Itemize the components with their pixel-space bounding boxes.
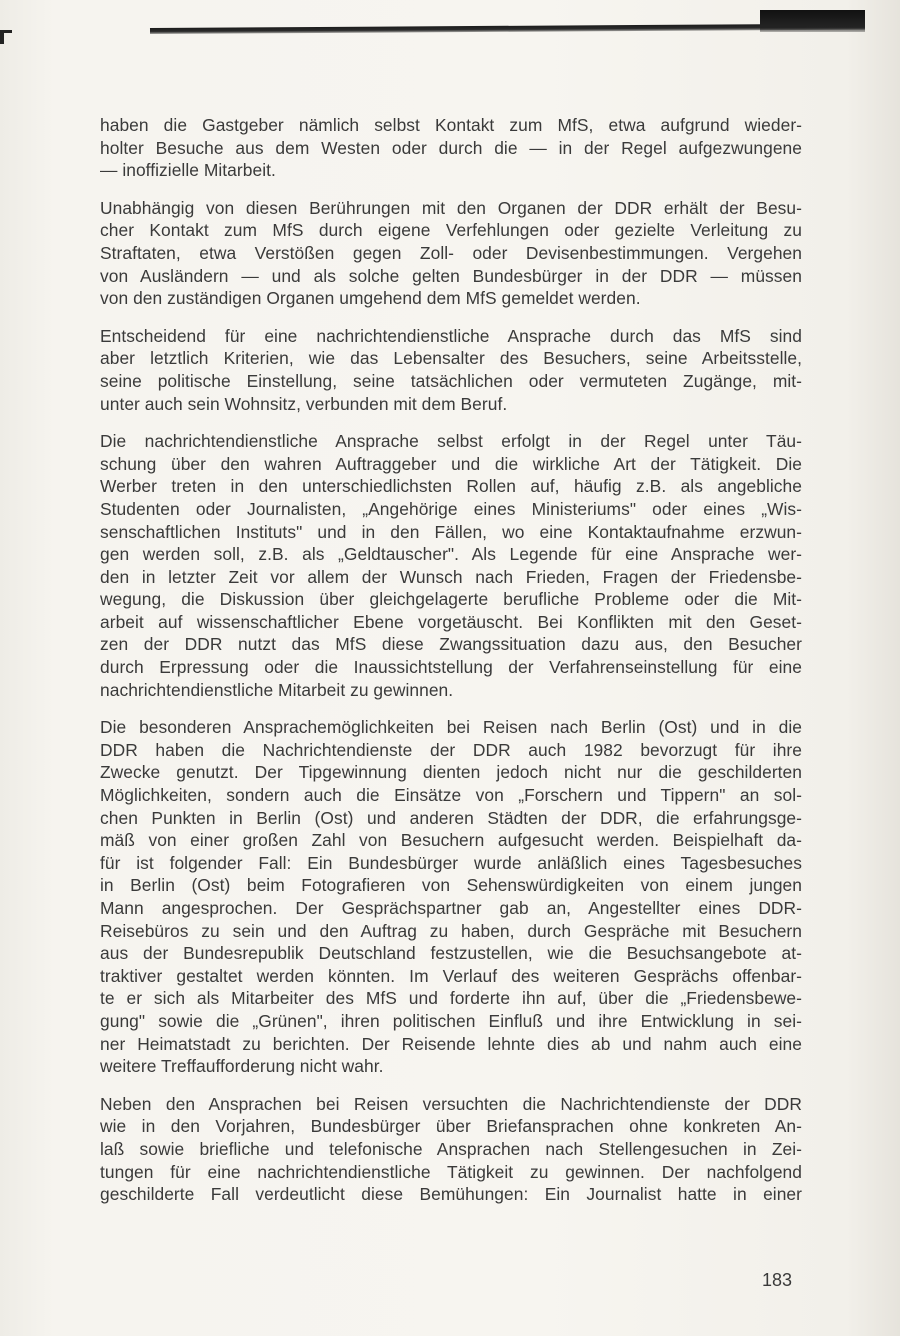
text-line: aber letztlich Kriterien, wie das Lebensalter des Besuchers, seine Arbeitsstelle, <box>100 348 802 369</box>
text-line: laß sowie briefliche und telefonische Ansprachen nach Stellengesuchen in Zei- <box>100 1138 802 1159</box>
text-line: Neben den Ansprachen bei Reisen versuchten die Nachrichtendienste der DDR <box>100 1093 802 1114</box>
text-line: nachrichtendienstliche Mitarbeit zu gewinnen. <box>100 679 454 700</box>
text-line: den in letzter Zeit vor allem der Wunsch nach Frieden, Fragen der Friedensbe- <box>100 566 802 587</box>
text-line: geschilderte Fall verdeutlicht diese Bemühungen: Ein Journalist hatte in einer <box>100 1184 802 1205</box>
text-line: holter Besuche aus dem Westen oder durch die — in der Regel aufgezwungene <box>100 137 802 158</box>
page-number: 183 <box>762 1270 793 1290</box>
text-line: seine politische Einstellung, seine tatsächlichen oder vermuteten Zugänge, mit- <box>100 370 802 391</box>
text-line: tungen für eine nachrichtendienstliche Tätigkeit zu gewinnen. Der nachfolgend <box>100 1161 802 1182</box>
text-line: Unabhängig von diesen Berührungen mit den Organen der DDR erhält der Besu- <box>100 197 802 218</box>
text-line: von den zuständigen Organen umgehend dem MfS gemeldet werden. <box>100 288 641 309</box>
top-rule <box>150 24 865 34</box>
text-line: schung über den wahren Auftraggeber und die wirkliche Art der Tätigkeit. Die <box>100 453 802 474</box>
text-line: chen Punkten in Berlin (Ost) und anderen Städten der DDR, die erfahrungsge- <box>100 807 802 828</box>
paragraph <box>100 716 802 1078</box>
paragraph <box>100 325 802 415</box>
text-line: durch Erpressung oder die Inaussichtstellung der Verfahrenseinstellung für eine <box>100 657 802 678</box>
text-line: Die nachrichtendienstliche Ansprache selbst erfolgt in der Regel unter Täu- <box>100 431 802 452</box>
text-line: Zwecke genutzt. Der Tipgewinnung dienten jedoch nicht nur die geschilderten <box>100 762 802 783</box>
text-line: Werber treten in den unterschiedlichsten Rollen auf, häufig z.B. als angebliche <box>100 476 802 497</box>
text-line: — inoffizielle Mitarbeit. <box>100 160 276 181</box>
text-line: cher Kontakt zum MfS durch eigene Verfehlungen oder gezielte Verleitung zu <box>100 220 802 241</box>
text-line: für ist folgender Fall: Ein Bundesbürger wurde anläßlich eines Tagesbesuches <box>100 852 802 873</box>
text-line: Straftaten, etwa Verstößen gegen Zoll- oder Devisenbestimmungen. Vergehen <box>100 242 802 263</box>
text-line: wie in den Vorjahren, Bundesbürger über Briefansprachen ohne konkreten An- <box>100 1116 802 1137</box>
text-line: traktiver gestaltet werden könnten. Im Verlauf des weiteren Gesprächs offenbar- <box>100 965 802 986</box>
text-line: gen werden soll, z.B. als „Geldtauscher". Als Legende für eine Ansprache wer- <box>100 544 802 565</box>
text-line: zen der DDR nutzt das MfS diese Zwangssituation dazu aus, den Besucher <box>100 634 802 655</box>
text-line: mäß von einer großen Zahl von Besuchern aufgesucht werden. Beispielhaft da- <box>100 830 802 851</box>
paragraph <box>100 197 802 310</box>
text-line: senschaftlichen Instituts" und in den Fällen, wo eine Kontaktaufnahme erzwun- <box>100 521 802 542</box>
text-line: unter auch sein Wohnsitz, verbunden mit dem Beruf. <box>100 393 508 414</box>
text-line: Entscheidend für eine nachrichtendienstliche Ansprache durch das MfS sind <box>100 325 802 346</box>
body-text <box>100 114 802 1221</box>
paragraph <box>100 114 802 182</box>
text-line: aus der Bundesrepublik Deutschland festzustellen, wie die Besuchsangebote at- <box>100 943 802 964</box>
text-line: te er sich als Mitarbeiter des MfS und forderte ihn auf, über die „Friedensbewe- <box>100 988 802 1009</box>
text-line: weitere Treffaufforderung nicht wahr. <box>100 1056 384 1077</box>
top-rule-heavy <box>760 10 865 32</box>
text-line: Möglichkeiten, sondern auch die Einsätze von „Forschern und Tippern" an sol- <box>100 785 802 806</box>
text-line: in Berlin (Ost) beim Fotografieren von Sehenswürdigkeiten von einem jungen <box>100 875 802 896</box>
text-line: von Ausländern — und als solche gelten Bundesbürger in der DDR — müssen <box>100 265 802 286</box>
text-line: ner Heimatstadt zu berichten. Der Reisende lehnte dies ab und nahm auch eine <box>100 1033 802 1054</box>
crop-mark-horizontal <box>0 30 12 33</box>
text-line: Die besonderen Ansprachemöglichkeiten bei Reisen nach Berlin (Ost) und in die <box>100 717 802 738</box>
text-line: Mann angesprochen. Der Gesprächspartner gab an, Angestellter eines DDR- <box>100 898 802 918</box>
text-line: gung" sowie die „Grünen", ihren politischen Einfluß und ihre Entwicklung in sei- <box>100 1010 802 1031</box>
text-line: haben die Gastgeber nämlich selbst Kontakt zum MfS, etwa aufgrund wieder- <box>100 115 802 135</box>
text-line: arbeit auf wissenschaftlicher Ebene vorgetäuscht. Bei Konflikten mit den Geset- <box>100 611 802 632</box>
text-line: Reisebüros zu sein und den Auftrag zu haben, durch Gespräche mit Besuchern <box>100 920 802 941</box>
text-line: wegung, die Diskussion über gleichgelagerte berufliche Probleme oder die Mit- <box>100 589 802 610</box>
paragraph <box>100 1093 802 1206</box>
paragraph <box>100 430 802 701</box>
text-line: Studenten oder Journalisten, „Angehörige eines Ministeriums" oder eines „Wis- <box>100 498 802 519</box>
text-line: DDR haben die Nachrichtendienste der DDR auch 1982 bevorzugt für ihre <box>100 739 802 760</box>
